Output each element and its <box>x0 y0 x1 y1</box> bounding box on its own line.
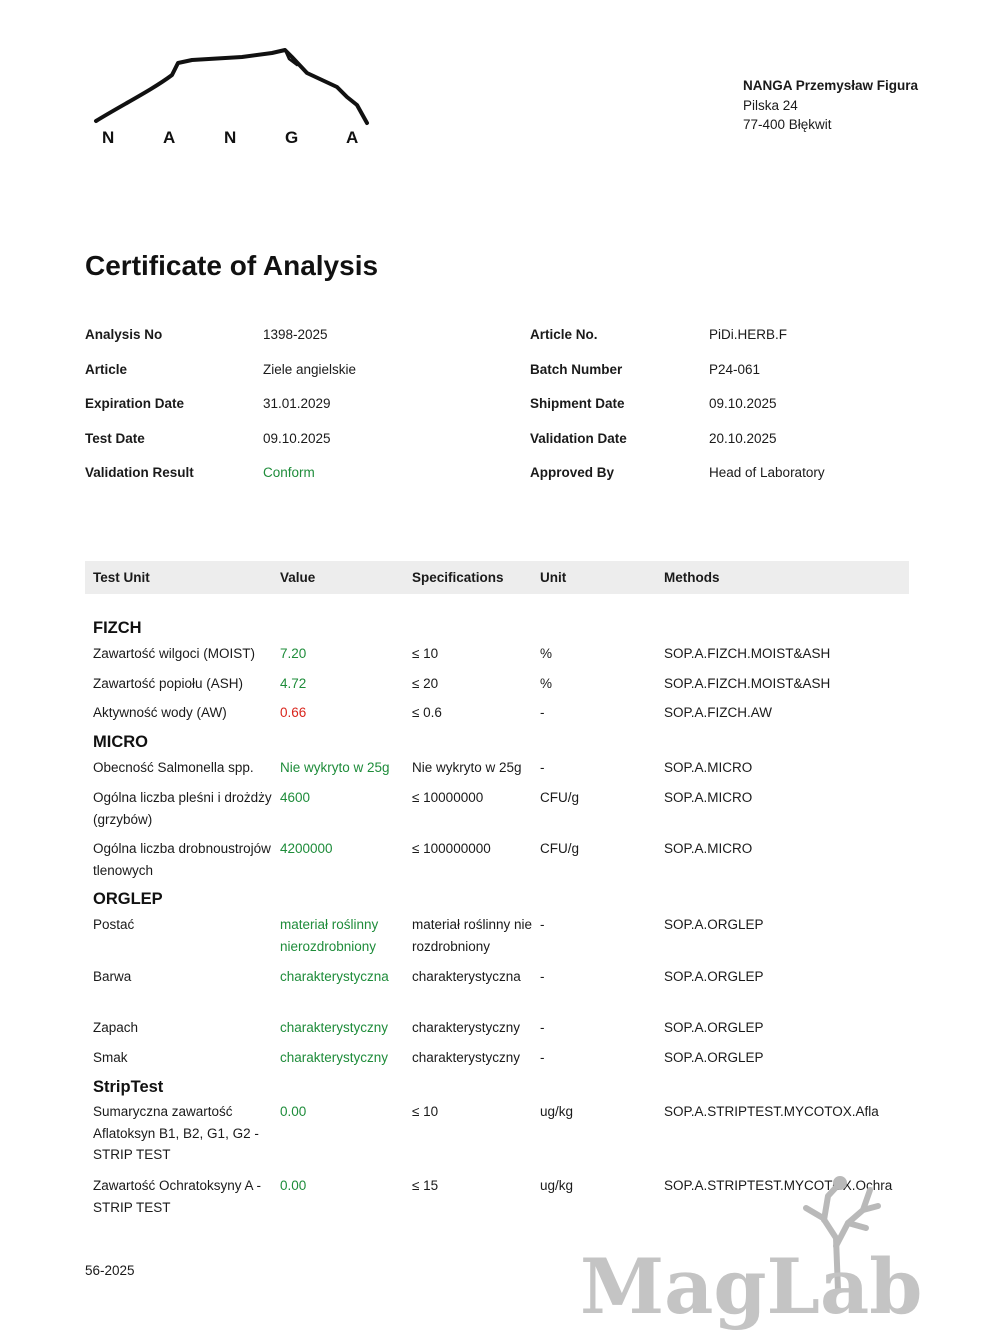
section-heading: FIZCH <box>93 619 142 637</box>
meta-value: 09.10.2025 <box>263 430 331 446</box>
section-heading: StripTest <box>93 1078 164 1096</box>
meta-label: Article No. <box>530 327 598 342</box>
meta-row <box>85 396 356 431</box>
test-name: Zapach <box>93 1020 139 1035</box>
test-value: 4600 <box>280 790 311 805</box>
meta-label: Approved By <box>530 465 615 480</box>
test-spec: ≤ 10 <box>412 646 439 661</box>
logo-letter: N <box>102 128 115 147</box>
meta-label: Validation Result <box>85 465 194 480</box>
meta-label: Validation Date <box>530 430 627 446</box>
test-name: Zawartość popiołu (ASH) <box>93 676 244 691</box>
test-name: Postać <box>93 917 135 932</box>
table-header <box>85 561 909 594</box>
meta-label: Test Date <box>85 430 145 446</box>
company-address <box>743 76 918 135</box>
test-unit: - <box>540 969 545 984</box>
test-unit: ug/kg <box>540 1178 574 1193</box>
test-spec: ≤ 20 <box>412 676 439 691</box>
test-method: SOP.A.MICRO <box>664 790 753 805</box>
test-unit: - <box>540 760 545 775</box>
test-spec: ≤ 15 <box>412 1178 439 1193</box>
meta-label: Article <box>85 361 128 377</box>
test-spec: Nie wykryto w 25g <box>412 760 522 775</box>
meta-row <box>530 396 825 431</box>
logo-letter: N <box>224 128 237 147</box>
test-method: SOP.A.ORGLEP <box>664 969 764 984</box>
test-method: SOP.A.FIZCH.MOIST&ASH <box>664 676 831 691</box>
test-unit: % <box>540 676 553 691</box>
test-unit: ug/kg <box>540 1104 574 1119</box>
test-name: Sumaryczna zawartość Aflatoksyn B1, B2, G1, G2 - STRIP TEST <box>93 1104 259 1162</box>
test-spec: ≤ 10 <box>412 1104 439 1119</box>
test-name: Zawartość wilgoci (MOIST) <box>93 646 256 661</box>
company-name: NANGA Przemysław Figura <box>743 78 919 93</box>
test-method: SOP.A.STRIPTEST.MYCOTOX.Ochra <box>664 1178 893 1193</box>
test-spec: ≤ 0.6 <box>412 705 442 720</box>
test-method: SOP.A.ORGLEP <box>664 917 764 932</box>
test-unit: - <box>540 1020 545 1035</box>
meta-value: Head of Laboratory <box>709 465 825 480</box>
test-value: charakterystyczny <box>280 1020 389 1035</box>
test-value: charakterystyczny <box>280 1050 389 1065</box>
meta-value: 31.01.2029 <box>263 396 331 411</box>
test-name: Obecność Salmonella spp. <box>93 760 254 775</box>
meta-row <box>530 465 825 500</box>
test-spec: ≤ 10000000 <box>412 790 484 805</box>
test-method: SOP.A.MICRO <box>664 841 753 856</box>
test-name: Aktywność wody (AW) <box>93 705 227 720</box>
test-unit: - <box>540 705 545 720</box>
test-value: materiał roślinny nierozdrobniony <box>280 917 379 954</box>
header-value: Value <box>280 570 316 585</box>
test-value: Nie wykryto w 25g <box>280 760 390 775</box>
meta-label: Analysis No <box>85 327 163 342</box>
test-value: 0.66 <box>280 705 307 720</box>
logo-letter: A <box>163 128 176 147</box>
page-title: Certificate of Analysis <box>85 250 379 281</box>
test-value: charakterystyczna <box>280 969 389 984</box>
watermark-text: MagLab <box>580 1242 923 1331</box>
header-methods: Methods <box>664 570 720 585</box>
header-unit: Unit <box>540 570 567 585</box>
test-spec: ≤ 100000000 <box>412 841 491 856</box>
test-name: Ogólna liczba pleśni i drożdży (grzybów) <box>93 790 272 827</box>
test-name: Zawartość Ochratoksyny A - STRIP TEST <box>93 1178 262 1215</box>
test-unit: CFU/g <box>540 841 580 856</box>
test-value: 4200000 <box>280 841 333 856</box>
meta-right <box>530 327 825 500</box>
meta-value: PiDi.HERB.F <box>709 327 788 342</box>
meta-row <box>530 362 825 397</box>
meta-value: Ziele angielskie <box>263 361 357 377</box>
test-spec: charakterystyczna <box>412 969 521 984</box>
test-value: 0.00 <box>280 1178 307 1193</box>
test-method: SOP.A.MICRO <box>664 760 753 775</box>
meta-value: 20.10.2025 <box>709 430 777 446</box>
test-value: 0.00 <box>280 1104 307 1119</box>
meta-row <box>85 362 356 397</box>
meta-label: Expiration Date <box>85 396 185 411</box>
meta-row <box>85 431 356 466</box>
meta-label: Shipment Date <box>530 396 625 411</box>
meta-row <box>85 465 356 500</box>
meta-label: Batch Number <box>530 361 623 377</box>
document-code: 56-2025 <box>85 1263 135 1278</box>
test-unit: - <box>540 1050 545 1065</box>
test-method: SOP.A.ORGLEP <box>664 1050 764 1065</box>
test-unit: % <box>540 646 553 661</box>
test-method: SOP.A.FIZCH.MOIST&ASH <box>664 646 831 661</box>
section-heading: ORGLEP <box>93 890 163 908</box>
logo-letter: G <box>285 128 299 147</box>
test-method: SOP.A.STRIPTEST.MYCOTOX.Afla <box>664 1104 879 1119</box>
test-spec: charakterystyczny <box>412 1050 521 1065</box>
test-name: Barwa <box>93 969 132 984</box>
test-spec: materiał roślinny nierozdrobniony <box>412 917 533 954</box>
test-unit: CFU/g <box>540 790 580 805</box>
header-test-unit: Test Unit <box>93 570 150 585</box>
address-street: Pilska 24 <box>743 97 798 113</box>
test-spec: charakterystyczny <box>412 1020 521 1035</box>
maglab-watermark <box>578 1168 923 1334</box>
meta-value: 1398-2025 <box>263 327 328 342</box>
meta-row <box>85 327 356 362</box>
validation-result: Conform <box>263 465 315 480</box>
meta-left <box>85 327 356 500</box>
meta-value: P24-061 <box>709 361 761 377</box>
meta-row <box>530 431 825 466</box>
section-heading: MICRO <box>93 733 148 751</box>
meta-row <box>530 327 825 362</box>
address-city: 77-400 Błękwit <box>743 117 832 132</box>
test-method: SOP.A.FIZCH.AW <box>664 705 773 720</box>
mountain-outline-icon <box>96 50 367 123</box>
test-unit: - <box>540 917 545 932</box>
meta-value: 09.10.2025 <box>709 396 777 411</box>
test-name: Ogólna liczba drobnoustrojów tlenowych <box>93 841 271 878</box>
test-value: 4.72 <box>280 676 307 691</box>
test-value: 7.20 <box>280 646 307 661</box>
test-name: Smak <box>93 1050 128 1065</box>
logo-letter: A <box>346 128 359 147</box>
test-method: SOP.A.ORGLEP <box>664 1020 764 1035</box>
header-specifications: Specifications <box>412 570 504 585</box>
